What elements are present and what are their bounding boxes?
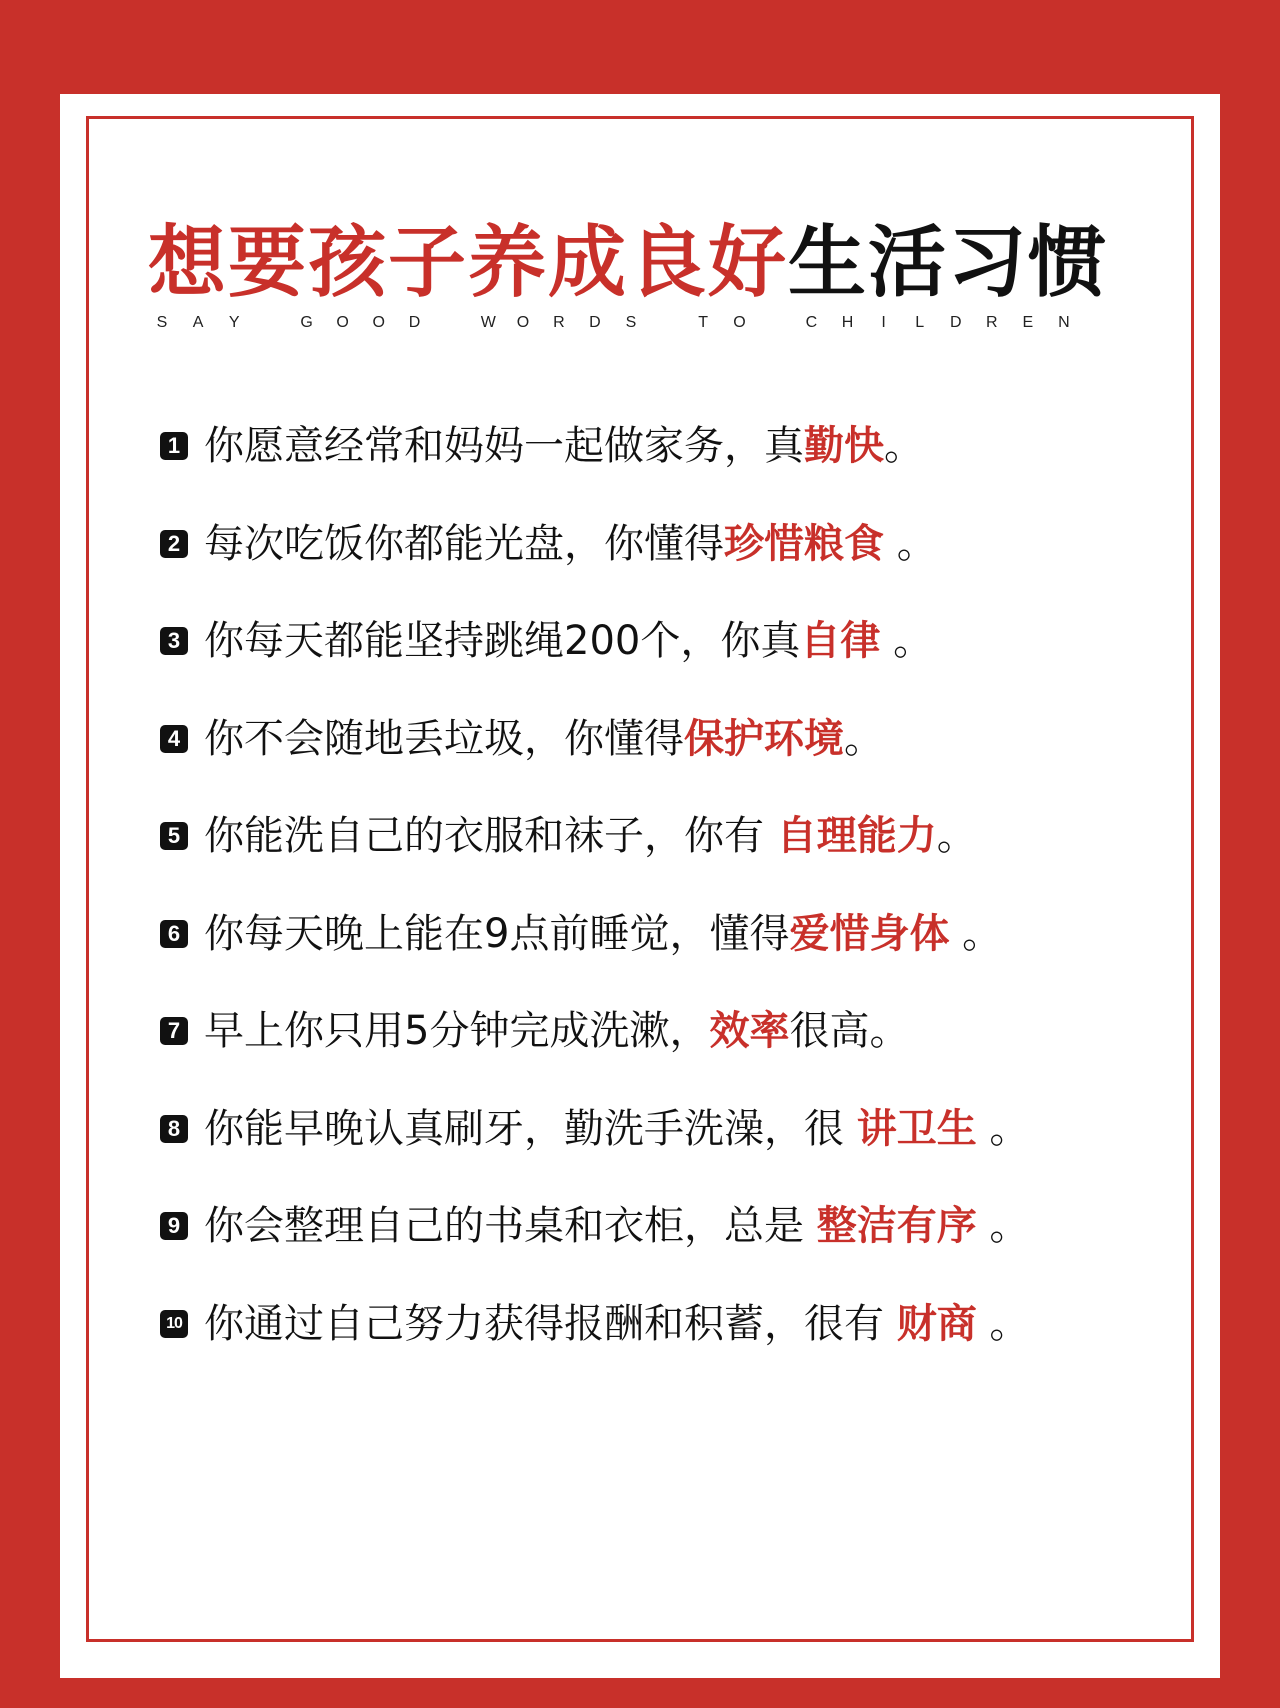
- subtitle-letter: R: [553, 314, 565, 331]
- number-badge: 9: [160, 1212, 188, 1240]
- item-tail: 很高。: [789, 1008, 910, 1054]
- item-tail: 。: [976, 1203, 1030, 1249]
- item-tail: 。: [884, 423, 924, 469]
- item-tail: 。: [880, 618, 934, 664]
- item-tail: 。: [976, 1300, 1030, 1347]
- number-badge: 7: [160, 1017, 188, 1045]
- number-badge: 3: [160, 627, 188, 655]
- subtitle-letter: E: [1022, 314, 1034, 331]
- number-badge: 6: [160, 920, 188, 948]
- list-item: [160, 806, 977, 866]
- subtitle-letter: C: [805, 314, 818, 331]
- list-item: [160, 611, 933, 671]
- item-text: 你能早晚认真刷牙，勤洗手洗澡，很: [204, 1105, 857, 1152]
- list-item: [160, 904, 1002, 964]
- item-highlight: 财商: [896, 1300, 977, 1347]
- subtitle-letter: O: [336, 314, 349, 331]
- subtitle-letter: R: [986, 314, 998, 331]
- number-badge: 5: [160, 822, 188, 850]
- subtitle-letter: S: [156, 314, 168, 331]
- number-badge: 1: [160, 432, 188, 460]
- number-badge: 4: [160, 725, 188, 753]
- subtitle-letter: H: [841, 314, 854, 331]
- subtitle-letter: [264, 312, 276, 334]
- number-badge: 8: [160, 1115, 188, 1143]
- subtitle-letter: G: [300, 314, 313, 331]
- subtitle-letter: A: [192, 314, 204, 331]
- subtitle-letter: L: [915, 314, 925, 331]
- subtitle-letter: D: [589, 314, 601, 331]
- subtitle-letter: I: [881, 314, 886, 331]
- item-highlight: 勤快: [804, 423, 884, 469]
- subtitle-letter: [661, 312, 673, 334]
- subtitle-letter: N: [1058, 314, 1070, 331]
- subtitle-letter: T: [698, 314, 709, 331]
- list-item: [160, 416, 924, 476]
- title-red-part: 想要孩子养成良好: [148, 218, 789, 308]
- subtitle-letter: O: [516, 314, 530, 331]
- item-text: 你通过自己努力获得报酬和积蓄，很有: [204, 1300, 897, 1347]
- list-item: [160, 514, 937, 574]
- page-title: [148, 218, 1108, 308]
- subtitle-letter: O: [733, 314, 746, 331]
- subtitle-letter: Y: [228, 314, 240, 331]
- item-text: 你不会随地丢垃圾，你懂得: [204, 715, 684, 762]
- subtitle-letter: D: [949, 314, 962, 331]
- item-highlight: 讲卫生: [856, 1105, 977, 1152]
- item-tail: 。: [976, 1105, 1030, 1152]
- item-highlight: 自理能力: [776, 813, 937, 859]
- number-badge: 2: [160, 530, 188, 558]
- subtitle-letter: S: [625, 314, 637, 331]
- item-text: 早上你只用5分钟完成洗漱，: [204, 1008, 710, 1054]
- number-badge: 10: [160, 1310, 188, 1338]
- item-highlight: 珍惜粮食: [724, 520, 884, 567]
- list-item: [160, 1099, 1029, 1159]
- item-highlight: 整洁有序: [816, 1203, 977, 1249]
- item-tail: 。: [949, 910, 1003, 957]
- item-highlight: 爱惜身体: [789, 910, 950, 957]
- item-text: 你愿意经常和妈妈一起做家务，真: [204, 423, 804, 469]
- inner-border-frame: [86, 116, 1194, 1642]
- list-item: [160, 1001, 909, 1061]
- item-text: 你会整理自己的书桌和衣柜，总是: [204, 1203, 817, 1249]
- item-tail: 。: [884, 520, 937, 567]
- item-tail: 。: [936, 813, 977, 859]
- subtitle-letter: [445, 312, 457, 334]
- subtitle-letter: O: [372, 314, 385, 331]
- title-black-part: 生活习惯: [788, 218, 1109, 308]
- subtitle-letter: W: [480, 314, 496, 331]
- list-item: [160, 1196, 1029, 1256]
- item-text: 你能洗自己的衣服和袜子，你有: [204, 813, 777, 859]
- item-highlight: 保护环境: [684, 715, 844, 762]
- list-item: [160, 1294, 1029, 1354]
- item-highlight: 自律: [800, 618, 881, 664]
- item-text: 每次吃饭你都能光盘，你懂得: [204, 520, 724, 567]
- item-tail: 。: [844, 715, 884, 762]
- item-highlight: 效率: [709, 1008, 790, 1054]
- list-item: [160, 709, 884, 769]
- subtitle-letter: D: [408, 314, 421, 331]
- item-text: 你每天都能坚持跳绳200个，你真: [204, 618, 801, 664]
- item-text: 你每天晚上能在9点前睡觉，懂得: [204, 910, 790, 957]
- subtitle-letter: [769, 312, 781, 334]
- subtitle: [156, 312, 1070, 334]
